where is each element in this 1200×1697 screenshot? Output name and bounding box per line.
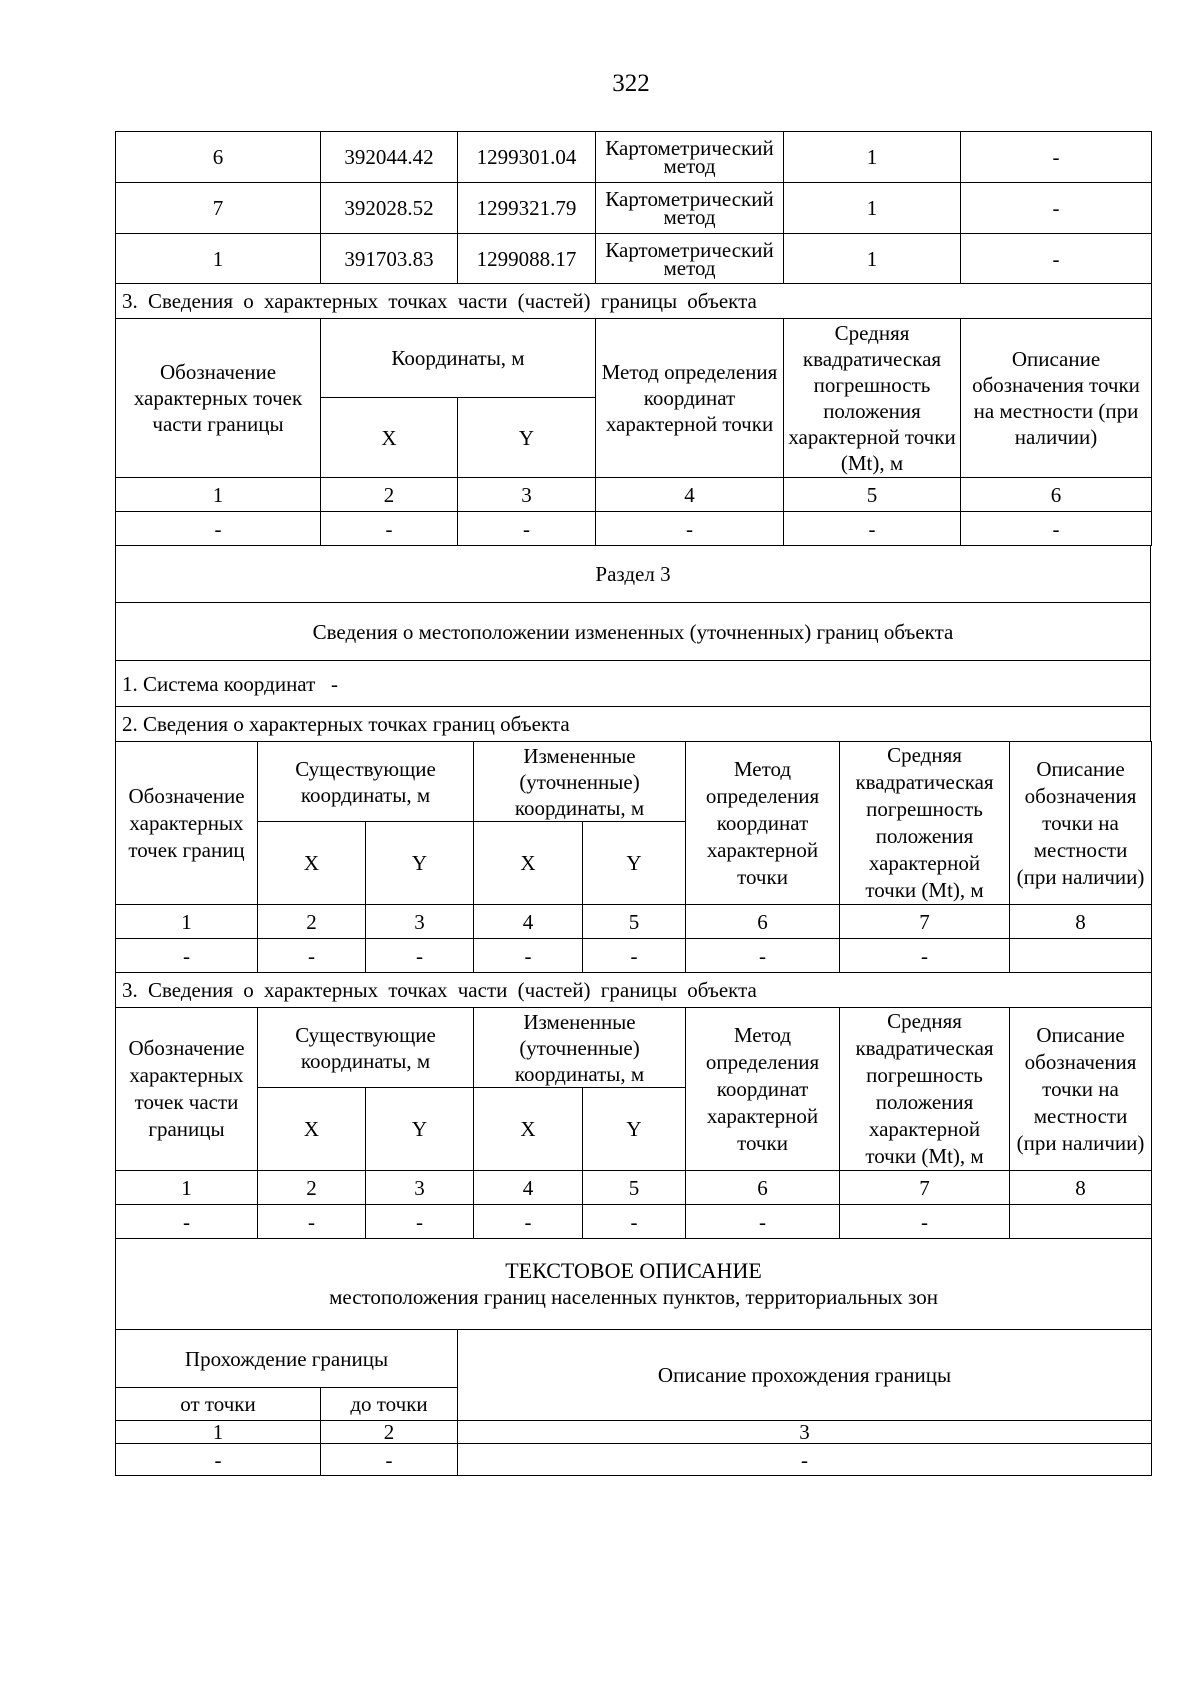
header-x: X <box>321 398 458 478</box>
method: Картометрический метод <box>596 234 784 284</box>
header-x: X <box>474 822 583 905</box>
column-number: 3 <box>366 1171 474 1205</box>
column-numbers-row <box>116 478 1152 512</box>
header-x: X <box>474 1088 583 1171</box>
table-row <box>116 132 1152 183</box>
coord-y: 1299088.17 <box>458 234 596 284</box>
method: Картометрический метод <box>596 132 784 183</box>
description: - <box>961 234 1152 284</box>
cell: - <box>961 512 1152 546</box>
section-heading: 3. Сведения о характерных точках части (частей) границы объекта <box>116 284 1152 319</box>
error: 1 <box>784 183 961 234</box>
column-number: 8 <box>1010 1171 1152 1205</box>
cell: - <box>258 1205 366 1239</box>
cell: - <box>258 939 366 973</box>
header-to-point: до точки <box>321 1388 458 1421</box>
cell: - <box>458 512 596 546</box>
column-number: 7 <box>840 905 1010 939</box>
header-y: Y <box>366 822 474 905</box>
column-number: 2 <box>258 1171 366 1205</box>
column-numbers-row <box>116 1171 1152 1205</box>
cell: - <box>583 1205 686 1239</box>
column-number: 6 <box>961 478 1152 512</box>
cell: - <box>321 1444 458 1476</box>
column-number: 5 <box>784 478 961 512</box>
cell: - <box>686 939 840 973</box>
header-y: Y <box>366 1088 474 1171</box>
coord-x: 391703.83 <box>321 234 458 284</box>
header-x: X <box>258 1088 366 1171</box>
column-number: 4 <box>596 478 784 512</box>
header-y: Y <box>458 398 596 478</box>
section-heading: 2. Сведения о характерных точках границ объекта <box>116 707 1151 742</box>
cell: - <box>474 939 583 973</box>
header-error: Средняя квадратическая погрешность положения характерной точки (Mt), м <box>840 742 1010 905</box>
cell: - <box>116 512 321 546</box>
header-method: Метод определения координат характерной точки <box>686 742 840 905</box>
point-number: 6 <box>116 132 321 183</box>
column-number: 1 <box>116 478 321 512</box>
column-number: 3 <box>366 905 474 939</box>
section-subtitle: Сведения о местоположении измененных (уточненных) границ объекта <box>116 603 1151 661</box>
column-number: 5 <box>583 1171 686 1205</box>
column-number: 1 <box>116 1421 321 1444</box>
cell: - <box>583 939 686 973</box>
section-title: Раздел 3 <box>116 546 1151 603</box>
cell: - <box>116 1444 321 1476</box>
description: - <box>961 132 1152 183</box>
header-coordinates: Координаты, м <box>321 319 596 398</box>
error: 1 <box>784 234 961 284</box>
section-heading: 3. Сведения о характерных точках части (частей) границы объекта <box>116 973 1152 1008</box>
column-numbers-row <box>116 1421 1152 1444</box>
column-number: 2 <box>258 905 366 939</box>
header-description: Описание обозначения точки на местности (при наличии) <box>1010 742 1152 905</box>
description: - <box>961 183 1152 234</box>
column-number: 6 <box>686 1171 840 1205</box>
column-number: 1 <box>116 1171 258 1205</box>
point-number: 7 <box>116 183 321 234</box>
column-number: 8 <box>1010 905 1152 939</box>
header-error: Средняя квадратическая погрешность положения характерной точки (Mt), м <box>840 1008 1010 1171</box>
table-row <box>116 183 1152 234</box>
header-designation: Обозначение характерных точек части границы <box>116 1008 258 1171</box>
header-x: X <box>258 822 366 905</box>
cell <box>1010 1205 1152 1239</box>
header-changed-coordinates: Измененные (уточненные) координаты, м <box>474 742 686 822</box>
cell: - <box>116 1205 258 1239</box>
column-number: 1 <box>116 905 258 939</box>
text-description-title-block <box>116 1239 1152 1330</box>
header-y: Y <box>583 822 686 905</box>
column-number: 6 <box>686 905 840 939</box>
column-numbers-row <box>116 905 1152 939</box>
cell: - <box>458 1444 1152 1476</box>
header-error: Средняя квадратическая погрешность положения характерной точки (Mt), м <box>784 319 961 478</box>
header-method: Метод определения координат характерной точки <box>686 1008 840 1171</box>
coordinate-system: 1. Система координат - <box>116 661 1151 707</box>
error: 1 <box>784 132 961 183</box>
table-row <box>116 939 1152 973</box>
header-from-point: от точки <box>116 1388 321 1421</box>
header-description: Описание обозначения точки на местности (при наличии) <box>1010 1008 1152 1171</box>
coord-y: 1299301.04 <box>458 132 596 183</box>
cell: - <box>596 512 784 546</box>
column-number: 3 <box>458 1421 1152 1444</box>
table-row <box>116 1205 1152 1239</box>
header-existing-coordinates: Существующие координаты, м <box>258 742 474 822</box>
column-number: 4 <box>474 1171 583 1205</box>
table-row <box>116 512 1152 546</box>
header-description: Описание обозначения точки на местности (при наличии) <box>961 319 1152 478</box>
text-description-title: ТЕКСТОВОЕ ОПИСАНИЕ <box>505 1258 762 1283</box>
cell <box>1010 939 1152 973</box>
boundary-points-table <box>115 741 1152 1239</box>
header-passage: Прохождение границы <box>116 1330 458 1388</box>
coord-y: 1299321.79 <box>458 183 596 234</box>
cell: - <box>784 512 961 546</box>
coord-x: 392028.52 <box>321 183 458 234</box>
header-designation: Обозначение характерных точек границ <box>116 742 258 905</box>
header-y: Y <box>583 1088 686 1171</box>
cell: - <box>366 939 474 973</box>
cell: - <box>321 512 458 546</box>
header-changed-coordinates: Измененные (уточненные) координаты, м <box>474 1008 686 1088</box>
point-number: 1 <box>116 234 321 284</box>
text-description-table <box>115 1238 1152 1476</box>
method: Картометрический метод <box>596 183 784 234</box>
text-description-subtitle: местоположения границ населенных пунктов, территориальных зон <box>329 1285 938 1309</box>
table-row <box>116 234 1152 284</box>
coord-x: 392044.42 <box>321 132 458 183</box>
column-number: 3 <box>458 478 596 512</box>
column-number: 2 <box>321 1421 458 1444</box>
cell: - <box>474 1205 583 1239</box>
table-row <box>116 1444 1152 1476</box>
page-number: 322 <box>612 70 650 97</box>
column-number: 7 <box>840 1171 1010 1205</box>
section3-header <box>115 545 1151 742</box>
column-number: 2 <box>321 478 458 512</box>
document-form <box>115 131 1151 1476</box>
header-existing-coordinates: Существующие координаты, м <box>258 1008 474 1088</box>
column-number: 4 <box>474 905 583 939</box>
header-passage-description: Описание прохождения границы <box>458 1330 1152 1421</box>
cell: - <box>686 1205 840 1239</box>
cell: - <box>116 939 258 973</box>
cell: - <box>840 1205 1010 1239</box>
header-method: Метод определения координат характерной точки <box>596 319 784 478</box>
header-designation: Обозначение характерных точек части границы <box>116 319 321 478</box>
cell: - <box>366 1205 474 1239</box>
cell: - <box>840 939 1010 973</box>
part-points-table-a <box>115 131 1152 546</box>
column-number: 5 <box>583 905 686 939</box>
